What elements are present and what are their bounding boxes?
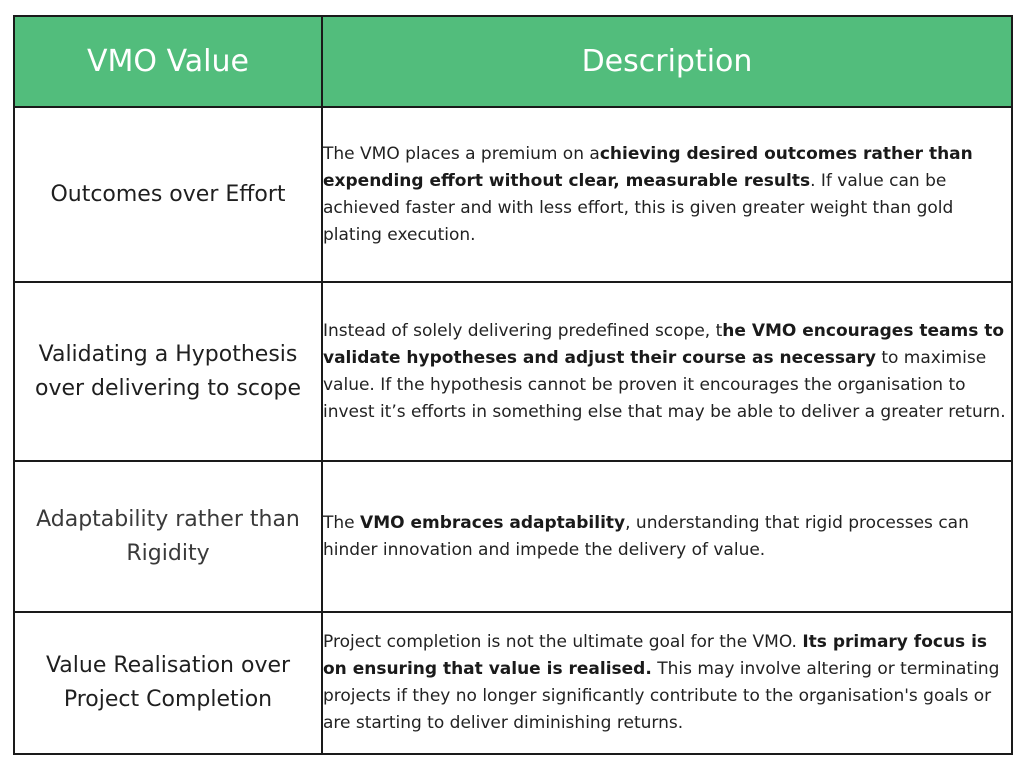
description-emphasis: Its primary focus is on ensuring that value is realised. xyxy=(323,632,988,679)
description-segment: The VMO places a premium on a xyxy=(323,143,600,164)
description-segment: Project completion is not the ultimate goal for the VMO. xyxy=(323,632,803,652)
value-cell: Adaptability rather than Rigidity xyxy=(14,461,322,612)
description-segment: The xyxy=(323,512,361,533)
vmo-values-table xyxy=(13,15,1013,755)
header-vmo-value: VMO Value xyxy=(14,16,322,107)
table-row xyxy=(14,107,1012,282)
description-segment: . If value can be achieved faster and with less effort, this is given greater weight than gold plating execution. xyxy=(323,170,954,245)
table-row xyxy=(14,612,1012,754)
table-header-row xyxy=(14,16,1012,107)
description-emphasis: he VMO encourages teams to validate hypotheses and adjust their course as necessary xyxy=(323,320,1005,368)
description-segment: This may involve altering or terminating projects if they no longer significantly contribute to the organisation's goals or are starting to deliver diminishing returns. xyxy=(323,659,1000,733)
description-emphasis: VMO embraces adaptability xyxy=(360,512,626,533)
description-segment: , understanding that rigid processes can hinder innovation and impede the delivery of value. xyxy=(323,512,969,560)
description-segment: to maximise value. If the hypothesis cannot be proven it encourages the organisation to invest it’s efforts in something else that may be able to deliver a greater return. xyxy=(323,347,1006,422)
table-row xyxy=(14,461,1012,612)
value-cell: Outcomes over Effort xyxy=(14,107,322,282)
description-segment: Instead of solely delivering predefined scope, t xyxy=(323,320,723,341)
description-emphasis: chieving desired outcomes rather than expending effort without clear, measurable results xyxy=(323,143,973,191)
value-cell: Value Realisation over Project Completion xyxy=(14,612,322,754)
description-cell xyxy=(322,282,1012,461)
description-cell xyxy=(322,612,1012,754)
value-cell: Validating a Hypothesis over delivering to scope xyxy=(14,282,322,461)
table-row xyxy=(14,282,1012,461)
header-description: Description xyxy=(322,16,1012,107)
description-cell xyxy=(322,461,1012,612)
description-cell xyxy=(322,107,1012,282)
